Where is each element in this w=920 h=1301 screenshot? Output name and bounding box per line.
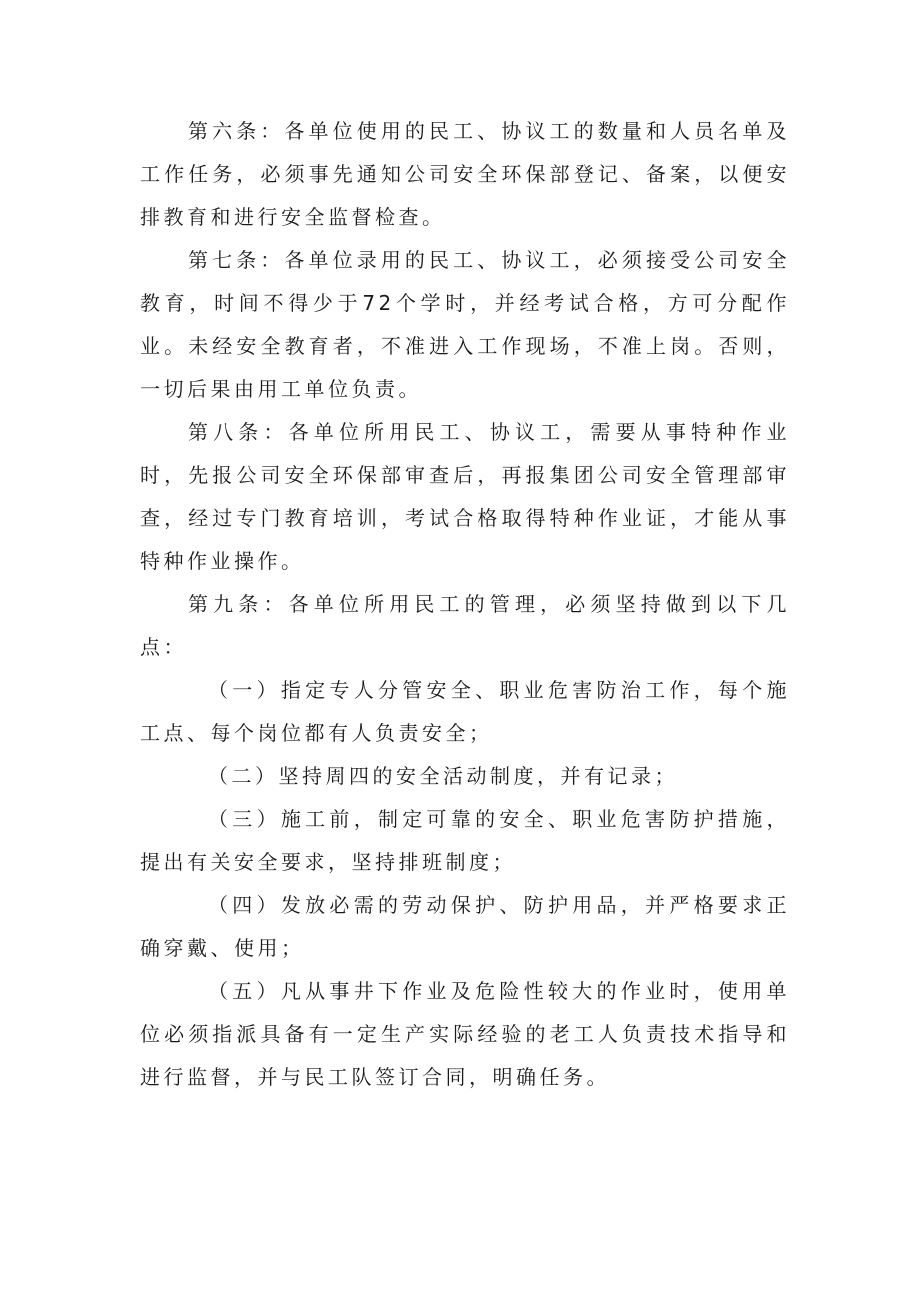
list-item-2: （二）坚持周四的安全活动制度，并有记录； (208, 764, 678, 788)
article-6-paragraph: 第六条：各单位使用的民工、协议工的数量和人员名单及工作任务，必须事先通知公司安全环保部登记、备案，以便安排教育和进行安全监督检查。 (140, 119, 790, 229)
list-item-5: （五）凡从事井下作业及危险性较大的作业时，使用单位必须指派具备有一定生产实际经验的老工人负责技术指导和进行监督，并与民工队签订合同，明确任务。 (140, 979, 790, 1089)
article-8-paragraph: 第八条：各单位所用民工、协议工，需要从事特种作业时，先报公司安全环保部审查后，再报集团公司安全管理部审查，经过专门教育培训，考试合格取得特种作业证，才能从事特种作业操作。 (140, 420, 790, 573)
list-item-3: （三）施工前，制定可靠的安全、职业危害防护措施，提出有关安全要求，坚持排班制度； (140, 807, 790, 874)
list-item-1: （一）指定专人分管安全、职业危害防治工作，每个施工点、每个岗位都有人负责安全； (140, 678, 790, 745)
article-9-paragraph: 第九条：各单位所用民工的管理，必须坚持做到以下几点： (140, 592, 790, 659)
document-body (140, 110, 790, 1099)
article-7-paragraph: 第七条：各单位录用的民工、协议工，必须接受公司安全教育，时间不得少于72个学时，并经考试合格，方可分配作业。未经安全教育者，不准进入工作现场，不准上岗。否则，一切后果由用工单位负责。 (140, 248, 790, 401)
list-item-4: （四）发放必需的劳动保护、防护用品，并严格要求正确穿戴、使用； (140, 893, 790, 960)
